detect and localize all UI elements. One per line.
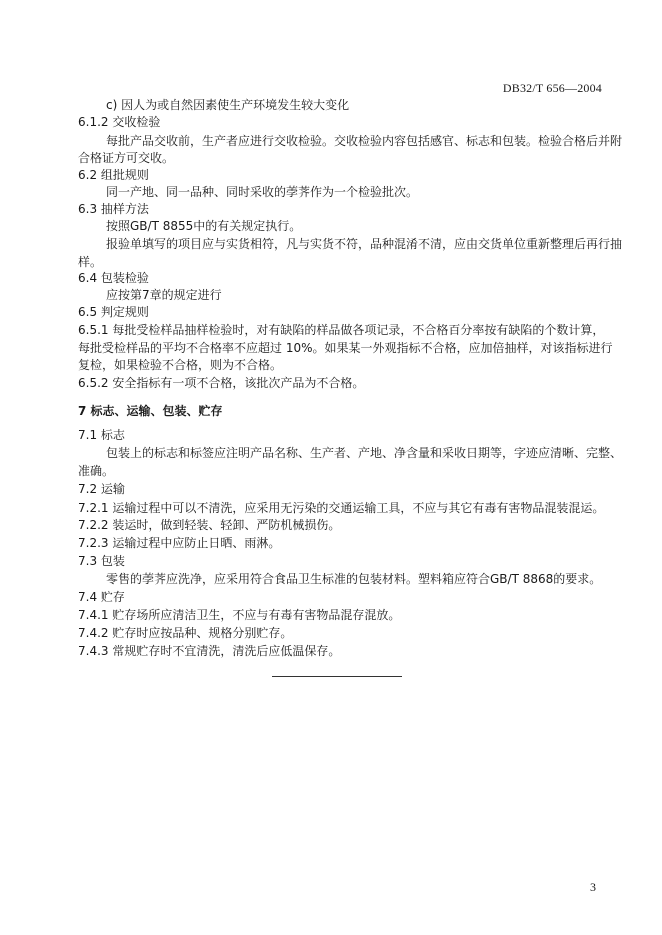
text-line: 7.2.1 运输过程中可以不清洗，应采用无污染的交通运输工具，不应与其它有毒有害物品混装混运。 [78,501,605,515]
text-line: 6.5 判定规则 [78,305,149,319]
text-line: 6.3 抽样方法 [78,202,149,216]
text-line: 6.1.2 交收检验 [78,115,161,129]
text-line: 6.5.2 安全指标有一项不合格，该批次产品为不合格。 [78,376,365,390]
text-line: 6.2 组批规则 [78,168,149,182]
text-line: 7.3 包装 [78,554,125,568]
text-line: 零售的荸荠应洗净，应采用符合食品卫生标准的包装材料。塑料箱应符合GB/T 8868的要求。 [106,572,602,586]
text-line: 7.4.3 常规贮存时不宜清洗，清洗后应低温保存。 [78,644,341,658]
text-line: 7 标志、运输、包装、贮存 [78,404,223,418]
text-line: 按照GB/T 8855中的有关规定执行。 [106,219,302,233]
text-line: 每批受检样品的平均不合格率不应超过 10%。如果某一外观指标不合格，应加倍抽样，对该指标进行 [78,341,613,355]
text-line: 7.4 贮存 [78,590,125,604]
text-line: 6.5.1 每批受检样品抽样检验时，对有缺陷的样品做各项记录，不合格百分率按有缺陷的个数计算， [78,323,605,337]
text-line: 7.4.2 贮存时应按品种、规格分别贮存。 [78,626,293,640]
text-line: 准确。 [78,464,115,478]
text-line: 样。 [78,255,103,269]
page-number: 3 [590,880,596,894]
text-line: 合格证方可交收。 [78,151,175,165]
text-line: c) 因人为或自然因素使生产环境发生较大变化 [106,98,350,112]
text-line: 7.2.2 装运时，做到轻装、轻卸、严防机械损伤。 [78,518,341,532]
text-line: 7.4.1 贮存场所应清洁卫生，不应与有毒有害物品混存混放。 [78,608,401,622]
text-line: 应按第7章的规定进行 [106,288,222,302]
text-line: 7.2 运输 [78,482,125,496]
text-line: 7.2.3 运输过程中应防止日晒、雨淋。 [78,536,281,550]
text-line: 复检，如果检验不合格，则为不合格。 [78,358,283,372]
text-line: 每批产品交收前，生产者应进行交收检验。交收检验内容包括感官、标志和包装。检验合格后并附 [106,134,623,148]
text-line: 6.4 包装检验 [78,271,149,285]
text-line: 包装上的标志和标签应注明产品名称、生产者、产地、净含量和采收日期等，字迹应清晰、完整、 [106,446,623,460]
end-rule [272,676,402,677]
text-line: 报验单填写的项目应与实货相符，凡与实货不符，品种混淆不清，应由交货单位重新整理后再行抽 [106,237,623,251]
document-id: DB32/T 656—2004 [502,81,602,95]
text-line: 同一产地、同一品种、同时采收的荸荠作为一个检验批次。 [106,185,419,199]
text-line: 7.1 标志 [78,428,125,442]
